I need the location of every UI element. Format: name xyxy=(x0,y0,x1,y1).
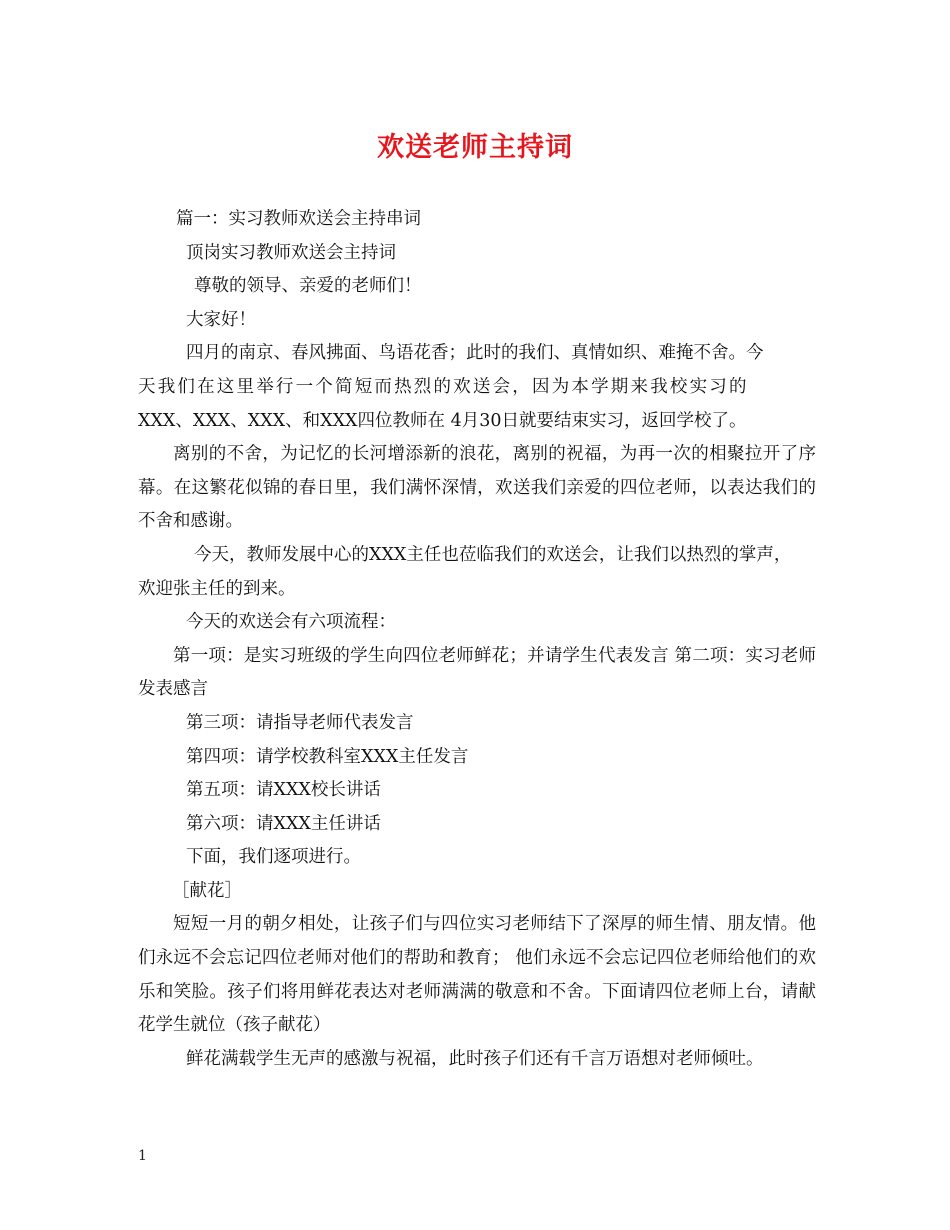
agenda-item: 第四项：请学校教科室XXX主任发言 xyxy=(186,746,469,767)
page-number: 1 xyxy=(138,1148,147,1164)
document-body xyxy=(138,203,816,1076)
document-title: 欢送老师主持词 xyxy=(377,132,573,163)
subtitle: 顶岗实习教师欢送会主持词 xyxy=(186,242,396,263)
agenda-item: 第五项：请XXX校长讲话 xyxy=(186,780,381,801)
paragraph: 今天，教师发展中心的XXX主任也莅临我们的欢送会，让我们以热烈的掌声， xyxy=(194,544,792,565)
agenda-item: 第一项：是实习班级的学生向四位老师鲜花；并请学生代表发言 第二项：实习老师发表感言 xyxy=(138,645,816,700)
paragraph: 离别的不舍，为记忆的长河增添新的浪花，离别的祝福，为再一次的相聚拉开了序幕。在这繁花似锦的春日里，我们满怀深情，欢送我们亲爱的四位老师，以表达我们的不舍和感谢。 xyxy=(138,444,816,532)
paragraph: 天我们在这里举行一个简短而热烈的欢送会，因为本学期来我校实习的 xyxy=(138,376,749,397)
paragraph: XXX、XXX、XXX、和XXX四位教师在 4月30日就要结束实习，返回学校了。 xyxy=(138,410,747,431)
salutation: 尊敬的领导、亲爱的老师们！ xyxy=(194,276,422,297)
agenda-item: 第三项：请指导老师代表发言 xyxy=(186,712,414,733)
paragraph: 四月的南京、春风拂面、鸟语花香；此时的我们、真情如织、难掩不舍。今 xyxy=(186,343,764,364)
paragraph: 鲜花满载学生无声的感激与祝福，此时孩子们还有千言万语想对老师倾吐。 xyxy=(186,1048,764,1069)
paragraph: 短短一月的朝夕相处，让孩子们与四位实习老师结下了深厚的师生情、朋友情。他们永远不会忘记四位老师对他们的帮助和教育； 他们永远不会忘记四位老师给他们的欢乐和笑脸。孩子们将用鲜花表达对老师满满的敬意和不舍。下面请四位老师上台，请献花学生就位（孩子献花） xyxy=(138,914,816,1036)
agenda-intro: 今天的欢送会有六项流程： xyxy=(186,612,396,633)
greeting: 大家好！ xyxy=(186,309,256,330)
paragraph: 欢迎张主任的到来。 xyxy=(138,578,296,599)
agenda-item: 第六项：请XXX主任讲话 xyxy=(186,813,381,834)
paragraph: 下面，我们逐项进行。 xyxy=(186,847,361,868)
section-heading: 篇一：实习教师欢送会主持串词 xyxy=(176,209,421,229)
section-label: ［献花］ xyxy=(172,880,242,901)
